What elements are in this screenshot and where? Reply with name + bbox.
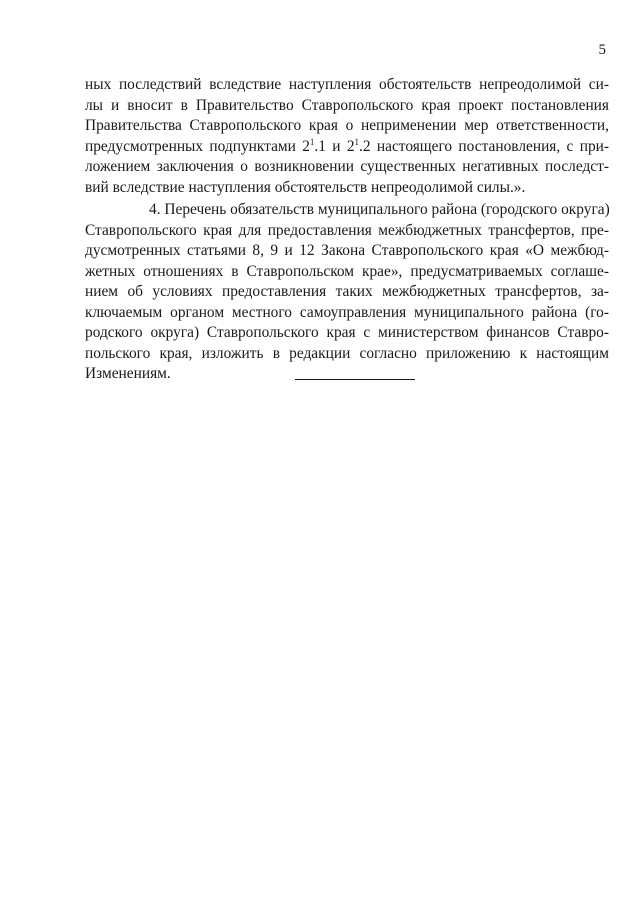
text-line: Правительства Ставропольского края о неприменении мер ответственности, — [85, 117, 609, 134]
text-line: Изменениям. — [85, 365, 171, 382]
page-number: 5 — [598, 42, 606, 58]
text-line: 4. Перечень обязательств муниципального района (городского округа) — [149, 201, 610, 218]
text-line: лы и вносит в Правительство Ставропольского края проект постановления — [85, 96, 609, 114]
superscript: 1 — [354, 136, 360, 147]
text-line: родского округа) Ставропольского края с министерством финансов Ставро- — [85, 324, 609, 341]
text-line: дусмотренных статьями 8, 9 и 12 Закона Ставропольского края «О межбюд- — [85, 242, 609, 259]
superscript: 1 — [309, 136, 315, 147]
text-line: ключаемым органом местного самоуправления муниципального района (го- — [85, 303, 609, 321]
text-line-with-references — [85, 137, 609, 158]
text-segment: .1 и 2 — [314, 137, 355, 155]
text-line: нием об условиях предоставления таких межбюджетных трансфертов, за- — [85, 283, 609, 300]
text-line: жетных отношениях в Ставропольском крае», предусматриваемых соглаше- — [85, 262, 609, 280]
text-line: вий вследствие наступления обстоятельств непреодолимой силы.». — [85, 178, 526, 196]
paragraph-continuation — [85, 75, 609, 198]
end-divider-line — [295, 379, 415, 380]
paragraph-item-4 — [85, 200, 609, 385]
text-segment: .2 настоящего постановления, с при- — [359, 137, 609, 155]
text-line: ложением заключения о возникновении существенных негативных последст- — [85, 158, 609, 175]
text-line: польского края, изложить в редакции согласно приложению к настоящим — [85, 344, 609, 362]
text-line: ных последствий вследствие наступления обстоятельств непреодолимой си- — [85, 76, 609, 93]
text-line: Ставропольского края для предоставления межбюджетных трансфертов, пре- — [85, 221, 609, 239]
text-segment: предусмотренных подпунктами 2 — [85, 137, 310, 155]
